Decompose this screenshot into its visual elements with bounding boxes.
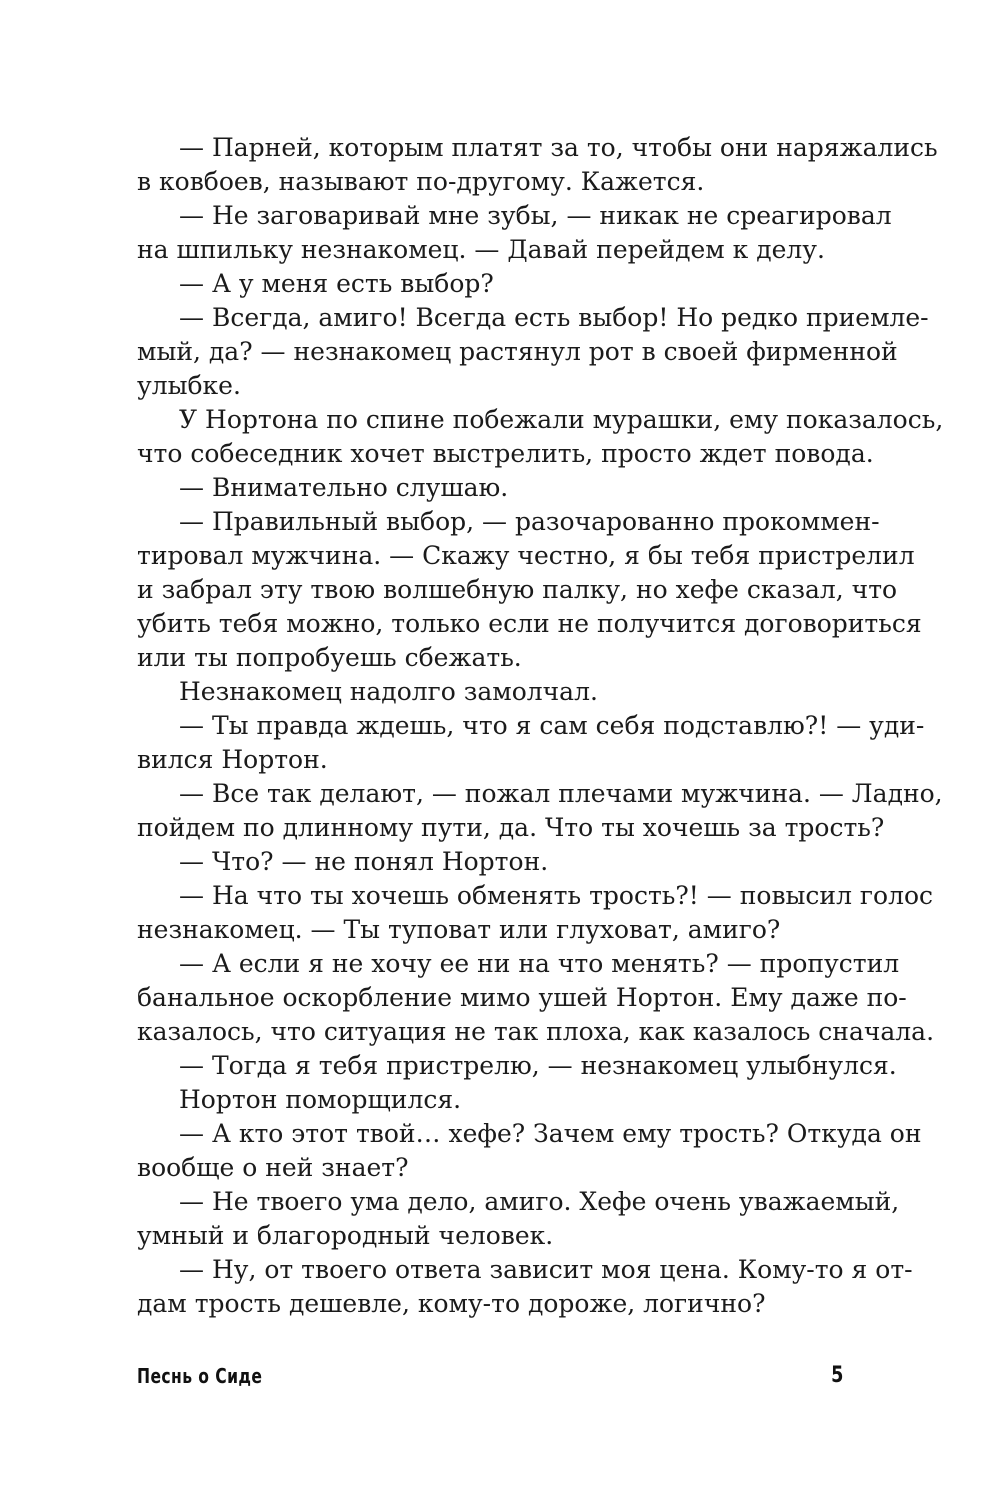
text-line: — Ну, от твоего ответа зависит моя цена. Кому-то я от- [179,1255,913,1284]
text-line: тировал мужчина. — Скажу честно, я бы тебя пристрелил [137,541,915,570]
text-line: — Все так делают, — пожал плечами мужчина. — Ладно, [179,779,943,808]
text-line: на шпильку незнакомец. — Давай перейдем к делу. [137,235,825,264]
text-line: незнакомец. — Ты туповат или глуховат, амиго? [137,915,781,944]
text-line: вился Нортон. [137,745,328,774]
text-line: вообще о ней знает? [137,1153,409,1182]
text-line: — Что? — не понял Нортон. [179,847,549,876]
text-line: в ковбоев, называют по-другому. Кажется. [137,167,705,196]
running-title: Песнь о Сиде [137,1364,263,1388]
text-line: умный и благородный человек. [137,1221,554,1250]
text-line: — Не твоего ума дело, амиго. Хефе очень уважаемый, [179,1187,900,1216]
text-line: — Тогда я тебя пристрелю, — незнакомец улыбнулся. [179,1051,897,1080]
text-line: — Ты правда ждешь, что я сам себя подставлю?! — уди- [179,711,925,740]
text-line: дам трость дешевле, кому-то дороже, логично? [137,1289,766,1318]
text-line: мый, да? — незнакомец растянул рот в своей фирменной [137,337,898,366]
text-line: или ты попробуешь сбежать. [137,643,522,672]
text-line: казалось, что ситуация не так плоха, как казалось сначала. [137,1017,935,1046]
text-line: Незнакомец надолго замолчал. [179,677,598,706]
body-text [137,131,944,1321]
text-line: убить тебя можно, только если не получится договориться [137,609,922,638]
text-line: — А у меня есть выбор? [179,269,494,298]
text-line: — Правильный выбор, — разочарованно прокоммен- [179,507,880,536]
text-line: — Не заговаривай мне зубы, — никак не среагировал [179,201,892,230]
text-line: банальное оскорбление мимо ушей Нортон. Ему даже по- [137,983,907,1012]
page-number: 5 [830,1363,843,1388]
text-line: — Всегда, амиго! Всегда есть выбор! Но редко приемле- [179,303,929,332]
page-footer [137,1361,843,1391]
text-line: Нортон поморщился. [179,1085,462,1114]
text-line: что собеседник хочет выстрелить, просто ждет повода. [137,439,874,468]
text-line: улыбке. [137,371,241,400]
text-line: пойдем по длинному пути, да. Что ты хочешь за трость? [137,813,885,842]
text-line: и забрал эту твою волшебную палку, но хефе сказал, что [137,575,898,604]
text-line: — Внимательно слушаю. [179,473,509,502]
text-line: У Нортона по спине побежали мурашки, ему показалось, [179,405,944,434]
text-line: — А кто этот твой… хефе? Зачем ему трость? Откуда он [179,1119,922,1148]
text-line: — На что ты хочешь обменять трость?! — повысил голос [179,881,934,910]
text-line: — А если я не хочу ее ни на что менять? — пропустил [179,949,900,978]
text-line: — Парней, которым платят за то, чтобы они наряжались [179,133,938,162]
